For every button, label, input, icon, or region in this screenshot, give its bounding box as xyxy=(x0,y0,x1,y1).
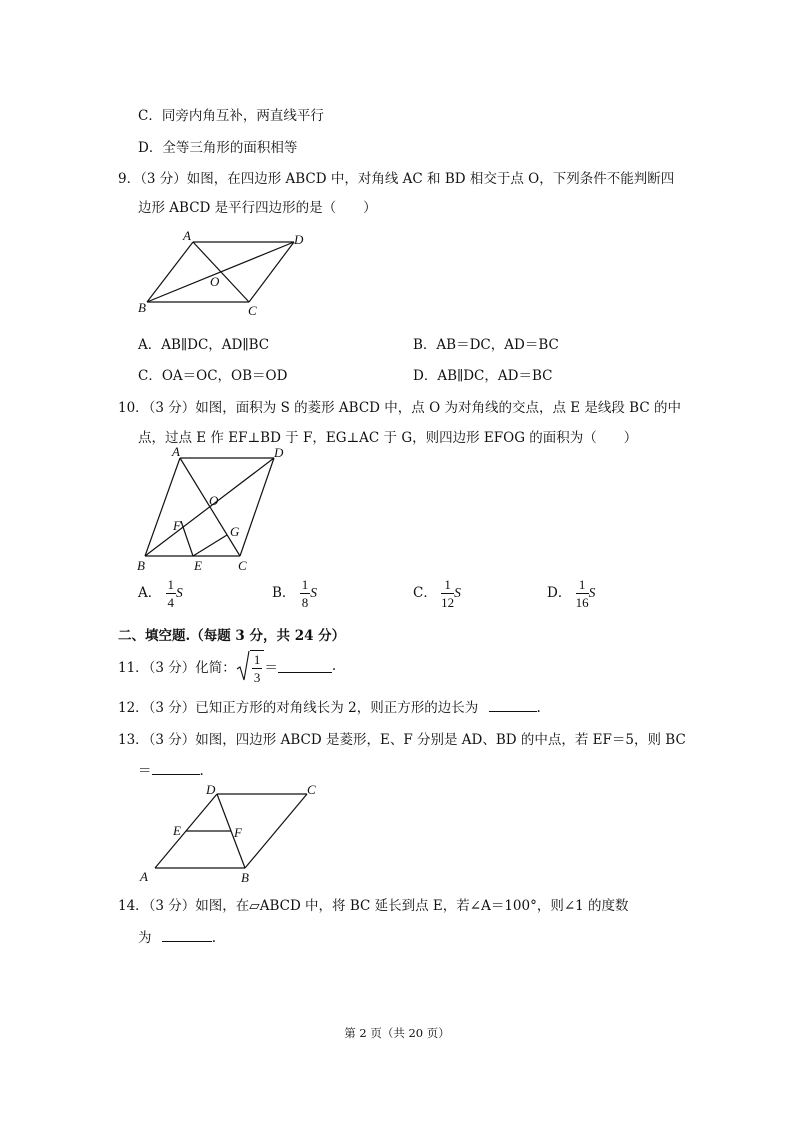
q10-label-o: O xyxy=(209,493,219,508)
q10-edge-cd xyxy=(240,458,274,556)
q14-end: . xyxy=(211,930,217,946)
q9-label-d: D xyxy=(294,232,304,247)
q12-end: . xyxy=(536,700,541,716)
q10-option-a-fraction: $\frac{1}{4}$ xyxy=(167,577,175,610)
q14-stem-line1: 14．（3 分）如图，在▱ABCD 中，将 BC 延长到点 E，若∠A＝100°，则∠1 的度数 xyxy=(118,898,629,914)
page-footer: 第 2 页（共 20 页） xyxy=(344,1026,450,1040)
q13-label-a: A xyxy=(140,869,148,884)
q10-option-a-letter: A． xyxy=(138,585,162,601)
q13-label-f: F xyxy=(234,825,242,840)
q9-stem-line1: 9．（3 分）如图，在四边形 ABCD 中，对角线 AC 和 BD 相交于点 O，下列条件不能判断四 xyxy=(118,171,675,187)
q10-figure xyxy=(130,446,300,574)
q13-label-b: B xyxy=(241,870,249,885)
q12-answer-blank xyxy=(489,699,537,712)
q12-line xyxy=(118,696,541,716)
q10-label-c: C xyxy=(238,558,247,573)
section-heading-fill-in: 二、填空题.（每题 3 分，共 24 分） xyxy=(118,628,346,644)
q11-answer-blank xyxy=(278,660,332,673)
q13-end: . xyxy=(199,763,204,779)
q10-label-f: F xyxy=(173,518,181,533)
q8-option-c: C．同旁内角互补，两直线平行 xyxy=(138,108,324,124)
q9-stem-line2: 边形 ABCD 是平行四边形的是（ ） xyxy=(138,200,377,216)
sqrt-icon xyxy=(236,649,250,683)
q13-figure xyxy=(132,780,332,886)
q13-label-c: C xyxy=(307,782,316,797)
q10-option-c-fraction: $\frac{1}{12}$ xyxy=(441,577,455,610)
q12-text: 12．（3 分）已知正方形的对角线长为 2，则正方形的边长为 xyxy=(118,700,479,716)
q9-option-b: B．AB＝DC，AD＝BC xyxy=(413,337,559,353)
q10-segment-ef xyxy=(181,521,193,556)
q10-segment-eg xyxy=(193,535,227,556)
q14-line2-prefix: 为 xyxy=(138,930,152,946)
q11-equals: ＝ xyxy=(264,660,278,676)
q10-label-d: D xyxy=(274,446,284,460)
q13-label-e: E xyxy=(173,823,181,838)
q10-edge-ab xyxy=(145,458,180,556)
q14-line2 xyxy=(138,926,216,946)
q10-option-b-fraction: $\frac{1}{8}$ xyxy=(301,577,309,610)
q13-answer-blank xyxy=(152,762,200,775)
q9-label-b: B xyxy=(138,300,146,315)
q10-stem-line1: 10．（3 分）如图，面积为 S 的菱形 ABCD 中，点 O 为对角线的交点，点 E 是线段 BC 的中 xyxy=(118,400,681,416)
q11-radicand: $\frac{1}{3}$ xyxy=(250,650,265,684)
q10-option-d-letter: D． xyxy=(547,585,572,601)
q10-option-b: B． $\frac{1}{8}$ S xyxy=(272,577,317,610)
q13-label-d: D xyxy=(206,782,216,797)
q13-stem-line1: 13．（3 分）如图，四边形 ABCD 是菱形，E、F 分别是 AD、BD 的中点，若 EF＝5，则 BC xyxy=(118,732,686,748)
q9-figure xyxy=(130,228,320,320)
q13-line2-prefix: ＝ xyxy=(138,763,152,779)
q10-option-a: A． $\frac{1}{4}$ S xyxy=(138,577,183,610)
q10-option-b-letter: B． xyxy=(272,585,296,601)
q11-line xyxy=(118,649,336,683)
q11-end: . xyxy=(331,658,337,674)
q9-label-c: C xyxy=(248,303,257,318)
q10-label-b: B xyxy=(137,558,145,573)
q10-label-e: E xyxy=(194,558,202,573)
q10-label-g: G xyxy=(230,524,240,539)
q10-label-a: A xyxy=(172,446,180,459)
q10-stem-line2: 点，过点 E 作 EF⊥BD 于 F，EG⊥AC 于 G，则四边形 EFOG 的面积为（ ） xyxy=(138,430,638,446)
q9-option-d: D．AB∥DC，AD＝BC xyxy=(413,368,553,384)
q9-option-a: A．AB∥DC，AD∥BC xyxy=(138,337,270,353)
q14-answer-blank xyxy=(162,929,212,942)
q10-option-c: C． $\frac{1}{12}$ S xyxy=(413,577,461,610)
q9-option-c: C．OA＝OC，OB＝OD xyxy=(138,368,288,384)
q13-edge-bc xyxy=(245,794,307,868)
q10-option-d: D． $\frac{1}{16}$ S xyxy=(547,577,596,610)
q8-option-d: D．全等三角形的面积相等 xyxy=(138,140,298,156)
q9-label-a: A xyxy=(183,228,191,243)
q10-option-d-fraction: $\frac{1}{16}$ xyxy=(575,577,589,610)
q11-prefix: 11．（3 分）化简： xyxy=(118,660,236,676)
q9-label-o: O xyxy=(210,274,220,289)
q13-line2 xyxy=(138,759,204,779)
q10-option-c-letter: C． xyxy=(413,585,437,601)
